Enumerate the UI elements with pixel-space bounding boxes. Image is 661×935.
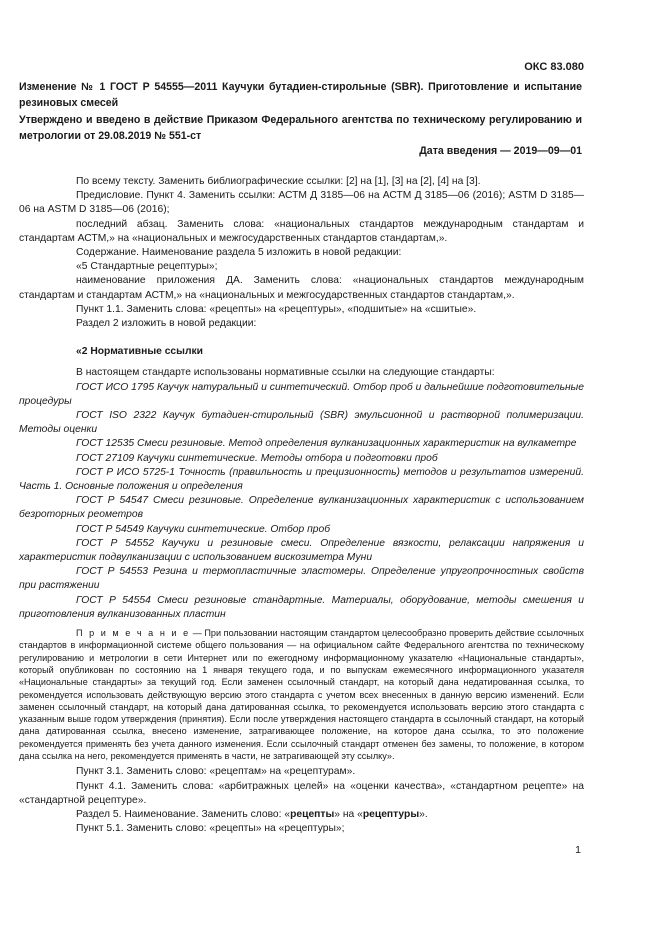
paragraph: Раздел 2 изложить в новой редакции: bbox=[76, 318, 257, 330]
reference-item: ГОСТ 27109 Каучуки синтетические. Методы отбора и подготовки проб bbox=[76, 452, 438, 464]
amendment-title: Изменение № 1 ГОСТ Р 54555—2011 Каучуки бутадиен-стирольные (SBR). Приготовление и испытание резиновых смесей bbox=[19, 81, 582, 109]
approval-statement: Утверждено и введено в действие Приказом Федерального агентства по техническому регулированию и метрологии от 29.08.2019 № 551-ст bbox=[19, 114, 582, 142]
reference-item: ГОСТ ISO 2322 Каучук бутадиен-стирольный (SBR) эмульсионной и растворной полимеризации. Методы оценки bbox=[19, 410, 584, 436]
bold-term: рецептуры bbox=[362, 808, 420, 820]
reference-item: ГОСТ Р ИСО 5725-1 Точность (правильность и прецизионность) методов и результатов измерений. Часть 1. Основные положения и определения bbox=[19, 466, 584, 493]
paragraph: Пункт 1.1. Заменить слова: «рецепты» на «рецептуры», «подшитые» на «сшитые». bbox=[76, 303, 477, 315]
reference-item: ГОСТ Р 54552 Каучуки и резиновые смеси. Определение вязкости, релаксации напряжения и характеристик подвулканизации с использованием вискозиметра Муни bbox=[19, 537, 584, 564]
classification-code: ОКС 83.080 bbox=[524, 61, 584, 73]
text-run: ». bbox=[419, 808, 428, 820]
text-run: » на « bbox=[334, 808, 363, 820]
reference-item: ГОСТ Р 54547 Смеси резиновые. Определение вулканизационных характеристик с использованием безроторных реометров bbox=[19, 495, 584, 521]
paragraph: последний абзац. Заменить слова: «национальных стандартов международным стандартам и стандартам АСТМ,» на «национальных и межгосударственных стандартов стандартам,». bbox=[19, 218, 584, 244]
note-text: — При пользовании настоящим стандартом целесообразно проверить действие ссылочных стандартов в информационной системе общего пользования — на официальном сайте Федерального агентства по техническому регулированию и метрологии в сети Интернет или по ежегодному информационному указателю «Национальные стандарты», который опубликован по состоянию на 1 января текущего года, и по выпускам ежемесячного информационного указателя «Национальные стандарты» за текущий год. Если заменен ссылочный стандарт, на который дана недатированная ссылка, то рекомендуется использовать действующую версию этого стандарта с учетом всех внесенных в данную версию изменений. Если заменен ссылочный стандарт, на который дана датированная ссылка, то рекомендуется использовать версию этого стандарта с указанным выше годом утверждения (принятия). Если после утверждения настоящего стандарта в ссылочный стандарт, на который дана датированная ссылка, внесено изменение, затрагивающее положение, на которое дана ссылка, то это положение рекомендуется применять без учета данного изменения. Если ссылочный стандарт отменен без замены, то положение, в котором дана ссылка на него, рекомендуется применять в части, не затрагивающей эту ссылку». bbox=[19, 628, 584, 762]
paragraph: наименование приложения ДА. Заменить слова: «национальных стандартов международным стандартам и стандартам АСТМ,» на «национальных и межгосударственных стандартов стандартам,». bbox=[19, 275, 584, 301]
paragraph: Пункт 4.1. Заменить слова: «арбитражных целей» на «оценки качества», «стандартном рецепте» на «стандартной рецептуре». bbox=[19, 780, 584, 806]
reference-item: ГОСТ 12535 Смеси резиновые. Метод определения вулканизационных характеристик на вулкаметре bbox=[76, 438, 577, 450]
document-body bbox=[19, 175, 584, 836]
reference-item: ГОСТ Р 54554 Смеси резиновые стандартные. Материалы, оборудование, методы смешения и приготовления вулканизованных пластин bbox=[19, 594, 584, 620]
paragraph: Пункт 5.1. Заменить слово: «рецепты» на «рецептуры»; bbox=[76, 823, 345, 835]
page-number: 1 bbox=[575, 844, 581, 856]
paragraph: «5 Стандартные рецептуры»; bbox=[76, 261, 218, 273]
note-label: П р и м е ч а н и е bbox=[76, 628, 191, 639]
paragraph: В настоящем стандарте использованы нормативные ссылки на следующие стандарты: bbox=[76, 367, 495, 379]
paragraph: По всему тексту. Заменить библиографические ссылки: [2] на [1], [3] на [2], [4] на [3]. bbox=[76, 176, 481, 187]
paragraph bbox=[19, 808, 584, 822]
bold-term: рецепты bbox=[290, 808, 335, 820]
note-paragraph bbox=[19, 627, 584, 762]
reference-item: ГОСТ ИСО 1795 Каучук натуральный и синтетический. Отбор проб и дальнейшие подготовительные процедуры bbox=[19, 381, 584, 407]
effective-date: Дата введения — 2019—09—01 bbox=[419, 145, 582, 157]
paragraph: Предисловие. Пункт 4. Заменить ссылки: АСТМ Д 3185—06 на АСТМ Д 3185—06 (2016); ASTM D 3185—06 на ASTM D 3185—06 (2016); bbox=[19, 190, 584, 216]
paragraph: Пункт 3.1. Заменить слово: «рецептам» на «рецептурам». bbox=[76, 766, 356, 778]
paragraph: Содержание. Наименование раздела 5 изложить в новой редакции: bbox=[76, 247, 402, 259]
reference-item: ГОСТ Р 54553 Резина и термопластичные эластомеры. Определение упругопрочностных свойств при растяжении bbox=[19, 566, 584, 592]
reference-item: ГОСТ Р 54549 Каучуки синтетические. Отбор проб bbox=[76, 523, 331, 535]
text-run: Раздел 5. Наименование. Заменить слово: « bbox=[76, 808, 291, 820]
section-heading: «2 Нормативные ссылки bbox=[76, 346, 203, 358]
